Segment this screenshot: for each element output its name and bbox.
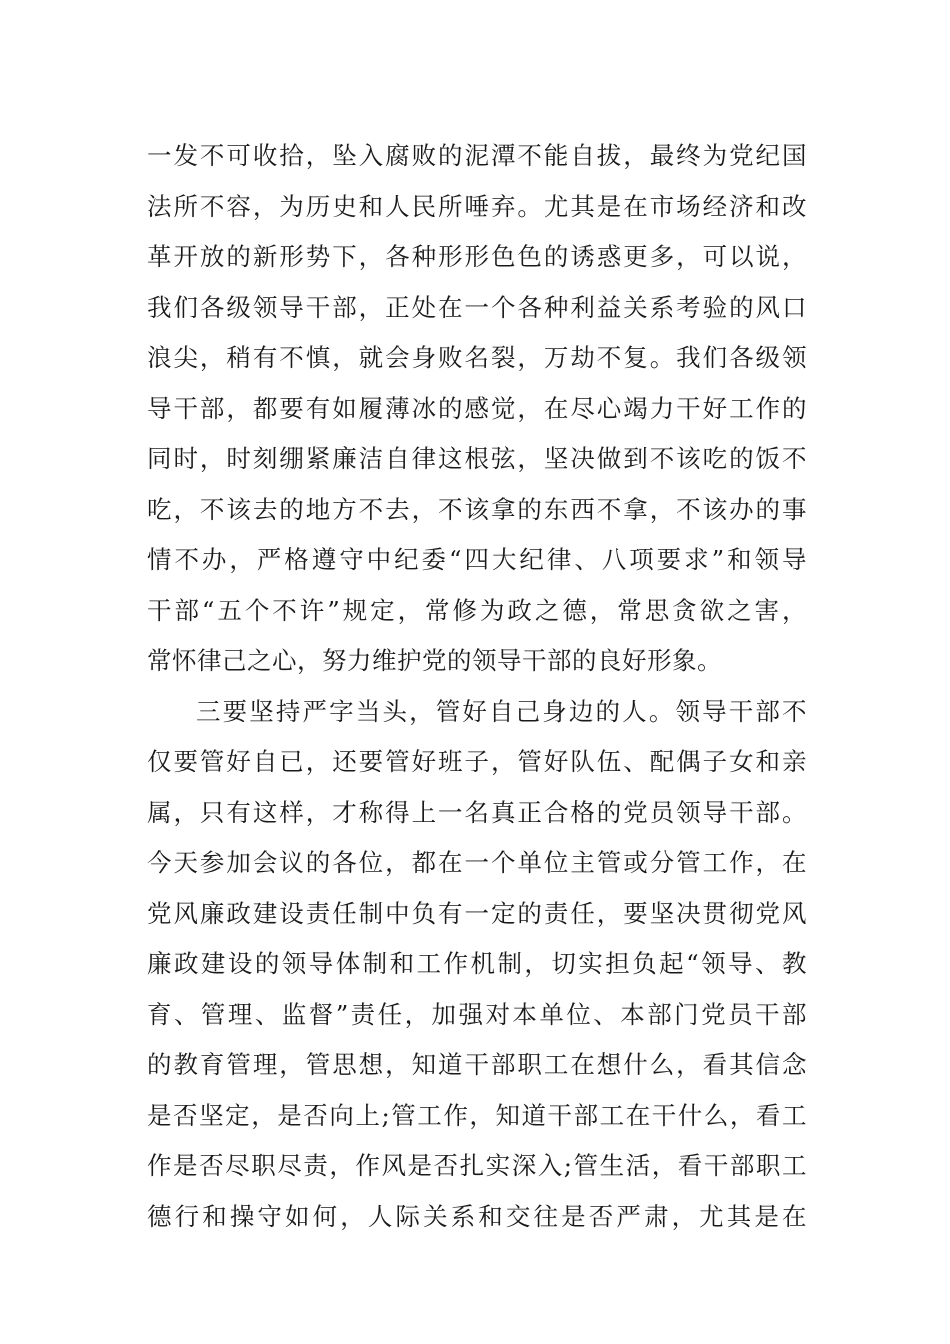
text-line: 我们各级领导干部，正处在一个各种利益关系考验的风口 [147, 292, 807, 322]
text-line: 属，只有这样，才称得上一名真正合格的党员领导干部。 [147, 797, 807, 827]
text-line: 革开放的新形势下，各种形形色色的诱惑更多，可以说， [147, 242, 807, 271]
text-line: 作是否尽职尽责，作风是否扎实深入;管生活，看干部职工 [147, 1151, 807, 1180]
text-line: 浪尖，稍有不慎，就会身败名裂，万劫不复。我们各级领 [147, 343, 807, 372]
text-line: 党风廉政建设责任制中负有一定的责任，要坚决贯彻党风 [147, 898, 807, 928]
text-line: 干部“五个不许”规定，常修为政之德，常思贪欲之害， [147, 595, 807, 625]
text-line: 情不办，严格遵守中纪委“四大纪律、八项要求”和领导 [147, 545, 807, 574]
text-line: 法所不容，为历史和人民所唾弃。尤其是在市场经济和改 [147, 191, 807, 221]
text-line: 廉政建设的领导体制和工作机制，切实担负起“领导、教 [147, 949, 807, 978]
text-line: 同时，时刻绷紧廉洁自律这根弦，坚决做到不该吃的饭不 [147, 444, 807, 473]
paragraph-first-line: 三要坚持严字当头，管好自己身边的人。领导干部不 [196, 696, 807, 726]
text-line: 仅要管好自已，还要管好班子，管好队伍、配偶子女和亲 [147, 747, 807, 776]
paragraph-end-line: 常怀律己之心，努力维护党的领导干部的良好形象。 [147, 646, 722, 675]
text-line: 是否坚定，是否向上;管工作，知道干部工在干什么，看工 [147, 1100, 807, 1130]
body-text [147, 131, 807, 1242]
text-line: 导干部，都要有如履薄冰的感觉，在尽心竭力干好工作的 [147, 393, 807, 423]
text-line: 一发不可收拾，坠入腐败的泥潭不能自拔，最终为党纪国 [147, 141, 807, 170]
text-line: 今天参加会议的各位，都在一个单位主管或分管工作，在 [147, 848, 807, 877]
text-line: 德行和操守如何，人际关系和交往是否严肃，尤其是在 [147, 1201, 807, 1231]
text-line: 育、管理、监督”责任，加强对本单位、本部门党员干部 [147, 999, 807, 1029]
text-line: 吃，不该去的地方不去，不该拿的东西不拿，不该办的事 [147, 494, 807, 524]
text-line: 的教育管理，管思想，知道干部职工在想什么，看其信念 [147, 1050, 807, 1079]
